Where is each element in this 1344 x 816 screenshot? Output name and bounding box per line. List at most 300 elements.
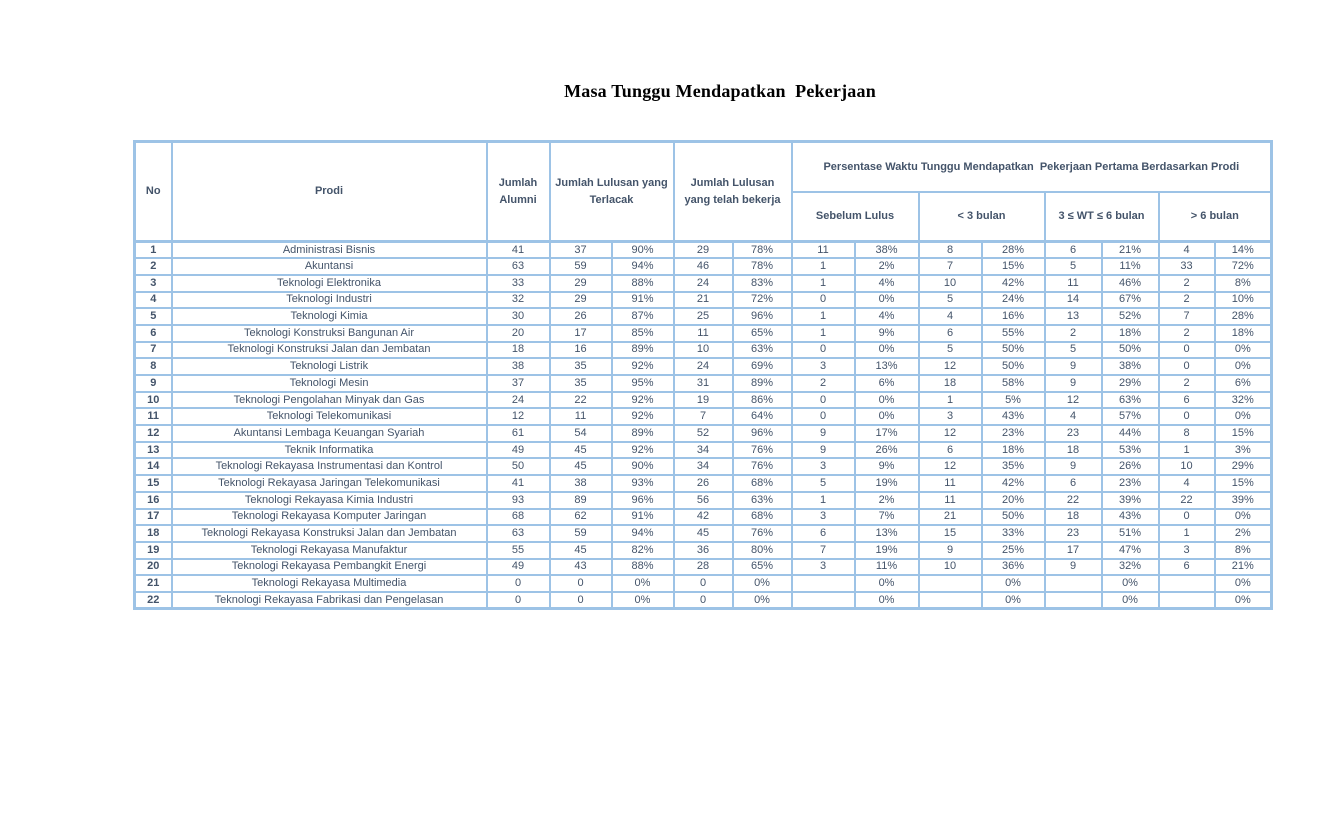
cell-alumni: 37 — [487, 375, 550, 392]
cell-alumni: 38 — [487, 358, 550, 375]
cell-bekerja_n: 46 — [674, 258, 733, 275]
cell-gt6_n — [1159, 575, 1215, 592]
table-row — [135, 358, 1272, 375]
cell-gt6_n: 0 — [1159, 342, 1215, 359]
cell-sebelum_pct: 4% — [855, 275, 919, 292]
cell-terlacak_n: 35 — [550, 358, 612, 375]
cell-wt36_pct: 57% — [1102, 408, 1159, 425]
cell-gt6_pct: 0% — [1215, 342, 1272, 359]
cell-wt36_pct: 52% — [1102, 308, 1159, 325]
cell-prodi: Teknologi Rekayasa Instrumentasi dan Kontrol — [172, 458, 487, 475]
cell-wt36_pct: 23% — [1102, 475, 1159, 492]
table-row — [135, 342, 1272, 359]
table-header — [135, 142, 1272, 242]
cell-gt6_pct: 15% — [1215, 425, 1272, 442]
cell-sebelum_pct: 11% — [855, 559, 919, 576]
cell-no: 9 — [135, 375, 172, 392]
header-prodi: Prodi — [172, 142, 487, 242]
cell-terlacak_pct: 92% — [612, 358, 674, 375]
cell-prodi: Administrasi Bisnis — [172, 242, 487, 259]
table-row — [135, 559, 1272, 576]
cell-terlacak_pct: 90% — [612, 242, 674, 259]
cell-lt3_pct: 42% — [982, 475, 1045, 492]
table-row — [135, 275, 1272, 292]
table-row — [135, 292, 1272, 309]
cell-prodi: Teknologi Rekayasa Konstruksi Jalan dan Jembatan — [172, 525, 487, 542]
cell-wt36_pct: 46% — [1102, 275, 1159, 292]
cell-terlacak_pct: 92% — [612, 408, 674, 425]
cell-terlacak_pct: 0% — [612, 592, 674, 609]
cell-wt36_n — [1045, 592, 1102, 609]
cell-no: 2 — [135, 258, 172, 275]
cell-terlacak_pct: 89% — [612, 425, 674, 442]
cell-lt3_pct: 20% — [982, 492, 1045, 509]
cell-sebelum_n: 5 — [792, 475, 855, 492]
cell-lt3_pct: 55% — [982, 325, 1045, 342]
table-row — [135, 242, 1272, 259]
cell-wt36_pct: 44% — [1102, 425, 1159, 442]
cell-prodi: Teknologi Rekayasa Fabrikasi dan Pengelasan — [172, 592, 487, 609]
cell-terlacak_pct: 91% — [612, 292, 674, 309]
cell-sebelum_n: 1 — [792, 325, 855, 342]
cell-bekerja_pct: 64% — [733, 408, 792, 425]
cell-bekerja_n: 56 — [674, 492, 733, 509]
cell-no: 10 — [135, 392, 172, 409]
cell-alumni: 55 — [487, 542, 550, 559]
cell-bekerja_pct: 68% — [733, 509, 792, 526]
cell-gt6_n: 7 — [1159, 308, 1215, 325]
cell-wt36_n: 17 — [1045, 542, 1102, 559]
cell-alumni: 0 — [487, 592, 550, 609]
cell-terlacak_n: 43 — [550, 559, 612, 576]
cell-terlacak_pct: 94% — [612, 525, 674, 542]
cell-terlacak_pct: 92% — [612, 392, 674, 409]
cell-terlacak_pct: 94% — [612, 258, 674, 275]
cell-lt3_n: 6 — [919, 325, 982, 342]
cell-lt3_n: 4 — [919, 308, 982, 325]
cell-no: 13 — [135, 442, 172, 459]
cell-gt6_n: 22 — [1159, 492, 1215, 509]
cell-sebelum_n: 3 — [792, 358, 855, 375]
cell-terlacak_n: 59 — [550, 258, 612, 275]
cell-lt3_n: 15 — [919, 525, 982, 542]
cell-lt3_pct: 0% — [982, 592, 1045, 609]
cell-prodi: Teknologi Industri — [172, 292, 487, 309]
cell-sebelum_pct: 2% — [855, 492, 919, 509]
cell-bekerja_pct: 0% — [733, 575, 792, 592]
cell-prodi: Teknologi Rekayasa Manufaktur — [172, 542, 487, 559]
cell-lt3_n: 9 — [919, 542, 982, 559]
cell-wt36_n — [1045, 575, 1102, 592]
cell-gt6_n: 2 — [1159, 325, 1215, 342]
cell-bekerja_pct: 72% — [733, 292, 792, 309]
cell-sebelum_pct: 7% — [855, 509, 919, 526]
cell-gt6_n: 0 — [1159, 358, 1215, 375]
cell-wt36_n: 11 — [1045, 275, 1102, 292]
cell-terlacak_n: 45 — [550, 542, 612, 559]
cell-sebelum_pct: 4% — [855, 308, 919, 325]
cell-gt6_pct: 2% — [1215, 525, 1272, 542]
masa-tunggu-table — [133, 140, 1273, 610]
cell-sebelum_n: 9 — [792, 425, 855, 442]
cell-lt3_pct: 35% — [982, 458, 1045, 475]
cell-prodi: Teknologi Konstruksi Bangunan Air — [172, 325, 487, 342]
cell-prodi: Teknologi Telekomunikasi — [172, 408, 487, 425]
cell-bekerja_n: 7 — [674, 408, 733, 425]
cell-sebelum_n: 0 — [792, 408, 855, 425]
table-row — [135, 308, 1272, 325]
cell-wt36_pct: 0% — [1102, 575, 1159, 592]
cell-prodi: Teknologi Elektronika — [172, 275, 487, 292]
cell-sebelum_n: 2 — [792, 375, 855, 392]
cell-gt6_pct: 15% — [1215, 475, 1272, 492]
cell-wt36_n: 18 — [1045, 509, 1102, 526]
cell-bekerja_n: 25 — [674, 308, 733, 325]
cell-sebelum_n — [792, 575, 855, 592]
cell-wt36_pct: 63% — [1102, 392, 1159, 409]
table-row — [135, 542, 1272, 559]
cell-sebelum_n: 3 — [792, 458, 855, 475]
cell-lt3_pct: 28% — [982, 242, 1045, 259]
cell-gt6_n: 33 — [1159, 258, 1215, 275]
cell-sebelum_n: 0 — [792, 392, 855, 409]
cell-terlacak_pct: 89% — [612, 342, 674, 359]
page-title: Masa Tunggu Mendapatkan Pekerjaan — [564, 81, 876, 101]
cell-gt6_n: 2 — [1159, 275, 1215, 292]
cell-gt6_pct: 3% — [1215, 442, 1272, 459]
cell-sebelum_n — [792, 592, 855, 609]
cell-bekerja_pct: 78% — [733, 258, 792, 275]
cell-prodi: Teknologi Rekayasa Kimia Industri — [172, 492, 487, 509]
cell-prodi: Teknologi Kimia — [172, 308, 487, 325]
cell-lt3_n: 3 — [919, 408, 982, 425]
cell-prodi: Teknologi Rekayasa Pembangkit Energi — [172, 559, 487, 576]
cell-sebelum_n: 9 — [792, 442, 855, 459]
cell-sebelum_pct: 26% — [855, 442, 919, 459]
cell-bekerja_n: 52 — [674, 425, 733, 442]
cell-lt3_pct: 24% — [982, 292, 1045, 309]
cell-lt3_pct: 5% — [982, 392, 1045, 409]
cell-bekerja_pct: 96% — [733, 425, 792, 442]
cell-sebelum_pct: 0% — [855, 408, 919, 425]
cell-terlacak_pct: 87% — [612, 308, 674, 325]
cell-terlacak_pct: 92% — [612, 442, 674, 459]
cell-alumni: 49 — [487, 442, 550, 459]
cell-gt6_n: 2 — [1159, 375, 1215, 392]
cell-lt3_n: 11 — [919, 475, 982, 492]
cell-no: 14 — [135, 458, 172, 475]
table-row — [135, 525, 1272, 542]
cell-wt36_pct: 53% — [1102, 442, 1159, 459]
cell-no: 6 — [135, 325, 172, 342]
cell-bekerja_pct: 83% — [733, 275, 792, 292]
cell-terlacak_n: 89 — [550, 492, 612, 509]
cell-lt3_pct: 43% — [982, 408, 1045, 425]
cell-terlacak_pct: 95% — [612, 375, 674, 392]
table-row — [135, 475, 1272, 492]
cell-wt36_pct: 67% — [1102, 292, 1159, 309]
cell-wt36_n: 23 — [1045, 425, 1102, 442]
cell-no: 21 — [135, 575, 172, 592]
cell-bekerja_pct: 63% — [733, 342, 792, 359]
cell-sebelum_pct: 6% — [855, 375, 919, 392]
cell-lt3_n: 12 — [919, 458, 982, 475]
cell-bekerja_pct: 96% — [733, 308, 792, 325]
cell-no: 1 — [135, 242, 172, 259]
cell-no: 7 — [135, 342, 172, 359]
cell-lt3_n: 6 — [919, 442, 982, 459]
cell-no: 15 — [135, 475, 172, 492]
cell-lt3_n: 8 — [919, 242, 982, 259]
cell-bekerja_pct: 65% — [733, 325, 792, 342]
table-row — [135, 392, 1272, 409]
cell-gt6_n — [1159, 592, 1215, 609]
cell-sebelum_pct: 9% — [855, 458, 919, 475]
cell-lt3_n — [919, 592, 982, 609]
cell-terlacak_n: 22 — [550, 392, 612, 409]
cell-bekerja_pct: 68% — [733, 475, 792, 492]
cell-terlacak_pct: 88% — [612, 559, 674, 576]
cell-alumni: 24 — [487, 392, 550, 409]
cell-sebelum_pct: 13% — [855, 358, 919, 375]
cell-no: 16 — [135, 492, 172, 509]
cell-lt3_n: 5 — [919, 292, 982, 309]
cell-bekerja_n: 45 — [674, 525, 733, 542]
cell-alumni: 68 — [487, 509, 550, 526]
cell-sebelum_pct: 0% — [855, 392, 919, 409]
cell-sebelum_pct: 38% — [855, 242, 919, 259]
cell-wt36_pct: 11% — [1102, 258, 1159, 275]
cell-wt36_n: 9 — [1045, 375, 1102, 392]
cell-prodi: Teknologi Rekayasa Jaringan Telekomunikasi — [172, 475, 487, 492]
cell-sebelum_pct: 19% — [855, 475, 919, 492]
cell-gt6_n: 8 — [1159, 425, 1215, 442]
cell-bekerja_pct: 80% — [733, 542, 792, 559]
cell-prodi: Teknologi Pengolahan Minyak dan Gas — [172, 392, 487, 409]
cell-lt3_pct: 58% — [982, 375, 1045, 392]
cell-no: 20 — [135, 559, 172, 576]
cell-prodi: Teknologi Rekayasa Multimedia — [172, 575, 487, 592]
cell-lt3_pct: 15% — [982, 258, 1045, 275]
cell-terlacak_n: 38 — [550, 475, 612, 492]
cell-gt6_n: 4 — [1159, 242, 1215, 259]
table-row — [135, 258, 1272, 275]
cell-gt6_pct: 0% — [1215, 408, 1272, 425]
cell-gt6_pct: 8% — [1215, 275, 1272, 292]
cell-terlacak_pct: 96% — [612, 492, 674, 509]
cell-prodi: Teknologi Mesin — [172, 375, 487, 392]
cell-no: 18 — [135, 525, 172, 542]
cell-wt36_n: 4 — [1045, 408, 1102, 425]
cell-wt36_n: 5 — [1045, 258, 1102, 275]
cell-terlacak_n: 45 — [550, 442, 612, 459]
cell-lt3_pct: 36% — [982, 559, 1045, 576]
cell-lt3_n: 1 — [919, 392, 982, 409]
cell-wt36_n: 18 — [1045, 442, 1102, 459]
cell-gt6_n: 10 — [1159, 458, 1215, 475]
table-row — [135, 458, 1272, 475]
header-jumlah-alumni: Jumlah Alumni — [487, 142, 550, 242]
header-no: No — [135, 142, 172, 242]
cell-alumni: 61 — [487, 425, 550, 442]
cell-no: 3 — [135, 275, 172, 292]
cell-lt3_pct: 18% — [982, 442, 1045, 459]
cell-terlacak_n: 17 — [550, 325, 612, 342]
cell-bekerja_pct: 76% — [733, 458, 792, 475]
cell-terlacak_n: 59 — [550, 525, 612, 542]
cell-sebelum_pct: 9% — [855, 325, 919, 342]
cell-terlacak_pct: 90% — [612, 458, 674, 475]
cell-gt6_pct: 21% — [1215, 559, 1272, 576]
cell-terlacak_n: 35 — [550, 375, 612, 392]
cell-lt3_n: 18 — [919, 375, 982, 392]
cell-prodi: Akuntansi Lembaga Keuangan Syariah — [172, 425, 487, 442]
cell-bekerja_n: 24 — [674, 358, 733, 375]
cell-bekerja_n: 19 — [674, 392, 733, 409]
header-lulusan-terlacak: Jumlah Lulusan yang Terlacak — [550, 142, 674, 242]
cell-sebelum_n: 1 — [792, 275, 855, 292]
cell-wt36_n: 9 — [1045, 358, 1102, 375]
cell-wt36_n: 22 — [1045, 492, 1102, 509]
cell-wt36_n: 6 — [1045, 475, 1102, 492]
cell-alumni: 63 — [487, 525, 550, 542]
cell-bekerja_n: 0 — [674, 592, 733, 609]
cell-lt3_n: 10 — [919, 559, 982, 576]
cell-alumni: 50 — [487, 458, 550, 475]
cell-alumni: 12 — [487, 408, 550, 425]
cell-wt36_pct: 29% — [1102, 375, 1159, 392]
cell-lt3_pct: 50% — [982, 509, 1045, 526]
cell-wt36_n: 9 — [1045, 559, 1102, 576]
cell-wt36_pct: 39% — [1102, 492, 1159, 509]
cell-wt36_pct: 26% — [1102, 458, 1159, 475]
cell-lt3_pct: 42% — [982, 275, 1045, 292]
cell-sebelum_pct: 17% — [855, 425, 919, 442]
cell-alumni: 41 — [487, 242, 550, 259]
cell-bekerja_n: 42 — [674, 509, 733, 526]
cell-alumni: 63 — [487, 258, 550, 275]
cell-alumni: 41 — [487, 475, 550, 492]
cell-terlacak_pct: 91% — [612, 509, 674, 526]
cell-wt36_n: 5 — [1045, 342, 1102, 359]
cell-lt3_pct: 33% — [982, 525, 1045, 542]
cell-terlacak_n: 45 — [550, 458, 612, 475]
cell-wt36_pct: 51% — [1102, 525, 1159, 542]
cell-no: 12 — [135, 425, 172, 442]
cell-no: 11 — [135, 408, 172, 425]
cell-wt36_n: 23 — [1045, 525, 1102, 542]
cell-bekerja_n: 36 — [674, 542, 733, 559]
cell-lt3_n — [919, 575, 982, 592]
cell-bekerja_n: 10 — [674, 342, 733, 359]
cell-lt3_n: 21 — [919, 509, 982, 526]
cell-bekerja_n: 31 — [674, 375, 733, 392]
cell-bekerja_pct: 69% — [733, 358, 792, 375]
table-row — [135, 592, 1272, 609]
cell-gt6_pct: 0% — [1215, 509, 1272, 526]
cell-no: 5 — [135, 308, 172, 325]
cell-lt3_pct: 0% — [982, 575, 1045, 592]
cell-gt6_n: 1 — [1159, 442, 1215, 459]
cell-prodi: Akuntansi — [172, 258, 487, 275]
cell-sebelum_n: 0 — [792, 342, 855, 359]
cell-bekerja_pct: 76% — [733, 525, 792, 542]
cell-lt3_n: 11 — [919, 492, 982, 509]
cell-terlacak_n: 62 — [550, 509, 612, 526]
cell-gt6_pct: 18% — [1215, 325, 1272, 342]
table-row — [135, 425, 1272, 442]
cell-terlacak_pct: 0% — [612, 575, 674, 592]
table-row — [135, 509, 1272, 526]
cell-gt6_n: 6 — [1159, 559, 1215, 576]
cell-gt6_pct: 10% — [1215, 292, 1272, 309]
cell-sebelum_n: 6 — [792, 525, 855, 542]
cell-sebelum_n: 1 — [792, 492, 855, 509]
cell-lt3_n: 5 — [919, 342, 982, 359]
cell-alumni: 20 — [487, 325, 550, 342]
cell-wt36_pct: 50% — [1102, 342, 1159, 359]
cell-wt36_pct: 0% — [1102, 592, 1159, 609]
cell-terlacak_n: 16 — [550, 342, 612, 359]
cell-gt6_n: 3 — [1159, 542, 1215, 559]
cell-sebelum_n: 11 — [792, 242, 855, 259]
cell-gt6_n: 6 — [1159, 392, 1215, 409]
cell-prodi: Teknologi Rekayasa Komputer Jaringan — [172, 509, 487, 526]
cell-bekerja_pct: 78% — [733, 242, 792, 259]
cell-no: 4 — [135, 292, 172, 309]
cell-no: 22 — [135, 592, 172, 609]
cell-bekerja_n: 21 — [674, 292, 733, 309]
cell-no: 17 — [135, 509, 172, 526]
cell-gt6_pct: 39% — [1215, 492, 1272, 509]
cell-sebelum_pct: 0% — [855, 575, 919, 592]
cell-lt3_pct: 25% — [982, 542, 1045, 559]
cell-prodi: Teknologi Listrik — [172, 358, 487, 375]
table-body — [135, 242, 1272, 609]
cell-gt6_pct: 0% — [1215, 575, 1272, 592]
cell-terlacak_n: 0 — [550, 575, 612, 592]
cell-sebelum_n: 0 — [792, 292, 855, 309]
cell-no: 19 — [135, 542, 172, 559]
cell-bekerja_pct: 86% — [733, 392, 792, 409]
cell-lt3_n: 12 — [919, 425, 982, 442]
table-row — [135, 492, 1272, 509]
table-row — [135, 325, 1272, 342]
cell-wt36_pct: 18% — [1102, 325, 1159, 342]
cell-gt6_pct: 0% — [1215, 358, 1272, 375]
cell-sebelum_pct: 0% — [855, 342, 919, 359]
cell-wt36_pct: 21% — [1102, 242, 1159, 259]
cell-gt6_pct: 6% — [1215, 375, 1272, 392]
cell-lt3_pct: 23% — [982, 425, 1045, 442]
cell-terlacak_n: 37 — [550, 242, 612, 259]
cell-terlacak_pct: 88% — [612, 275, 674, 292]
cell-terlacak_pct: 82% — [612, 542, 674, 559]
cell-lt3_pct: 50% — [982, 358, 1045, 375]
cell-gt6_pct: 0% — [1215, 592, 1272, 609]
cell-wt36_pct: 38% — [1102, 358, 1159, 375]
cell-bekerja_n: 28 — [674, 559, 733, 576]
cell-wt36_pct: 32% — [1102, 559, 1159, 576]
header-wt-3-6-bulan: 3 ≤ WT ≤ 6 bulan — [1045, 192, 1159, 242]
cell-no: 8 — [135, 358, 172, 375]
cell-terlacak_n: 29 — [550, 275, 612, 292]
cell-terlacak_pct: 85% — [612, 325, 674, 342]
cell-alumni: 93 — [487, 492, 550, 509]
cell-alumni: 18 — [487, 342, 550, 359]
cell-bekerja_n: 0 — [674, 575, 733, 592]
cell-alumni: 0 — [487, 575, 550, 592]
